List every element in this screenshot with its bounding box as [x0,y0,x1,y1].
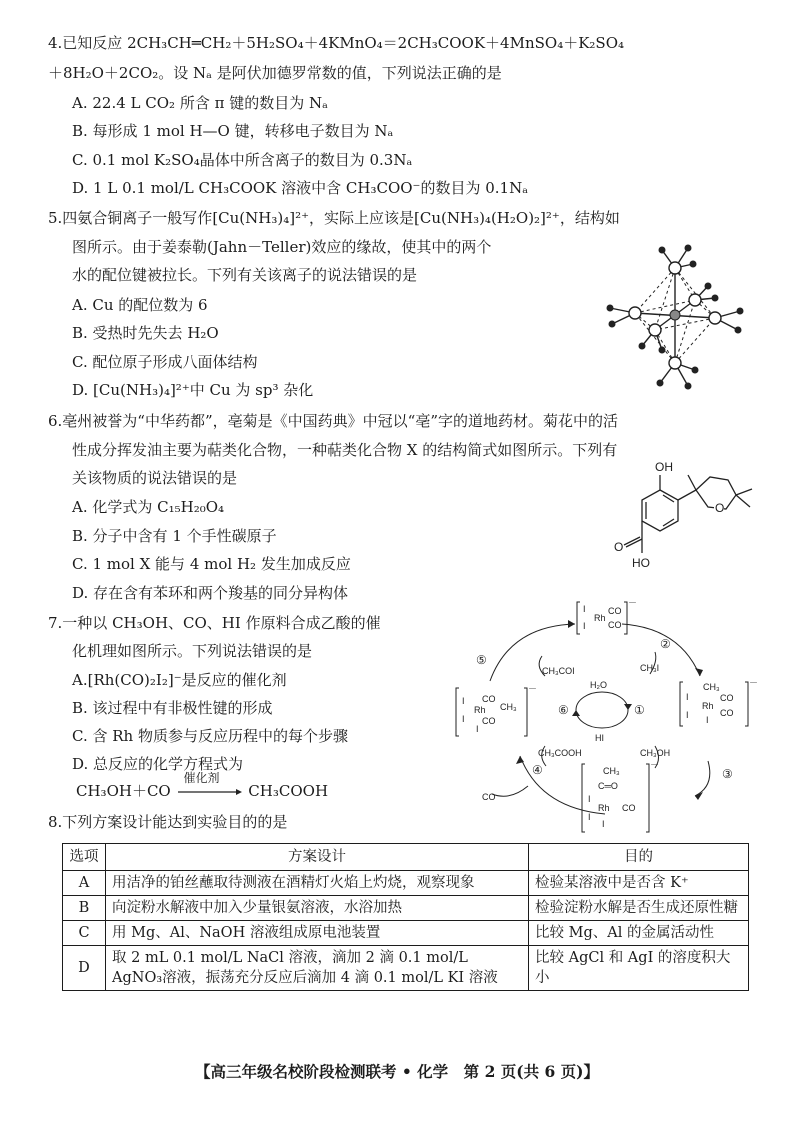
octahedral-complex-figure [590,238,760,398]
row-key: B [63,896,106,921]
table-row [63,871,749,896]
catalyst-complex-right [680,678,758,726]
table-row [63,896,749,921]
q7-option-b: B. 该过程中有非极性键的形成 [72,699,273,717]
equation-catalyst: 催化剂 [183,771,220,785]
ho-label: HO [632,556,650,570]
ch3cooh-label: CH₃COOH [538,748,582,758]
header-goal: 目的 [529,844,749,871]
q7-option-a: A.[Rh(CO)₂I₂]⁻是反应的催化剂 [72,671,287,689]
q6-option-d: D. 存在含有苯环和两个羧基的同分异构体 [72,584,349,602]
step-4-marker: ④ [532,763,543,777]
q5-option-c: C. 配位原子形成八面体结构 [72,353,258,371]
catalyst-complex-left [456,684,537,736]
svg-text:CO: CO [482,716,496,726]
row-key: D [63,946,106,991]
ch3i-label: CH₃I [640,663,660,673]
oh-label: OH [655,460,673,474]
svg-text:I: I [462,696,465,706]
row-goal: 检验某溶液中是否含 K⁺ [529,871,749,896]
row-goal: 检验淀粉水解是否生成还原性糖 [529,896,749,921]
svg-text:I: I [686,692,689,702]
catalytic-cycle-diagram [450,596,760,836]
step-2-marker: ② [660,637,671,651]
q5-option-a: A. Cu 的配位数为 6 [72,296,208,314]
row-plan: 用洁净的铂丝蘸取待测液在酒精灯火焰上灼烧，观察现象 [106,871,529,896]
q5-stem-line3: 水的配位键被拉长。下列有关该离子的说法错误的是 [72,266,418,284]
header-plan: 方案设计 [106,844,529,871]
row-plan: 取 2 mL 0.1 mol/L NaCl 溶液，滴加 2 滴 0.1 mol/L AgNO₃溶液，振荡充分反应后滴加 4 滴 0.1 mol/L KI 溶液 [106,946,529,991]
svg-text:CO: CO [720,708,734,718]
q8-stem: 8.下列方案设计能达到实验目的的是 [48,813,288,831]
svg-text:CO: CO [622,803,636,813]
step-1-marker: ① [634,703,645,717]
row-plan: 向淀粉水解液中加入少量银氨溶液，水浴加热 [106,896,529,921]
svg-text:I: I [476,724,479,734]
svg-text:Rh: Rh [702,701,714,711]
equation-arrow [176,771,244,801]
q7-stem-line1: 7.一种以 CH₃OH、CO、HI 作原料合成乙酸的催 [48,614,381,632]
q5-option-b: B. 受热时先失去 H₂O [72,324,219,342]
row-goal: 比较 Mg、Al 的金属活动性 [529,921,749,946]
svg-text:CO: CO [608,620,622,630]
svg-text:I: I [686,710,689,720]
q7-stem-line2: 化机理如图所示。下列说法错误的是 [72,642,313,660]
svg-text:Rh: Rh [474,705,486,715]
catalyst-complex-bottom [582,760,659,832]
q4-option-d: D. 1 L 0.1 mol/L CH₃COOK 溶液中含 CH₃COO⁻的数目为 0.1Nₐ [72,179,529,197]
cu-center-atom [670,310,680,320]
svg-text:－: － [749,678,759,688]
acid-oxygen-label: O [614,540,624,554]
svg-text:－: － [628,598,638,608]
q5-stem-line2: 图所示。由于姜泰勒(Jahn－Teller)效应的缘故，使其中的两个 [72,238,492,256]
svg-text:－: － [528,684,538,694]
q4-stem-line1: 4.已知反应 2CH₃CH═CH₂＋5H₂SO₄＋4KMnO₄＝2CH₃COOK＋4MnSO₄＋K₂SO₄ [48,34,625,52]
compound-x-structure [600,455,770,580]
svg-text:C═O: C═O [598,781,618,791]
svg-text:I: I [588,812,591,822]
q6-option-a: A. 化学式为 C₁₅H₂₀O₄ [72,498,225,516]
q6-option-b: B. 分子中含有 1 个手性碳原子 [72,527,277,545]
svg-text:I: I [583,604,586,614]
svg-text:I: I [588,794,591,804]
table-row [63,921,749,946]
svg-text:CH₃: CH₃ [603,766,620,776]
svg-text:I: I [583,621,586,631]
row-key: A [63,871,106,896]
q7-option-d: D. 总反应的化学方程式为 [72,755,244,773]
q6-stem-line1: 6.亳州被誉为“中华药都”，亳菊是《中国药典》中冠以“亳”字的道地药材。菊花中的活 [48,412,618,430]
q7-option-c: C. 含 Rh 物质参与反应历程中的每个步骤 [72,727,348,745]
q4-option-a: A. 22.4 L CO₂ 所含 π 键的数目为 Nₐ [72,94,328,112]
catalyst-complex-top [577,598,637,634]
q8-options-table [62,843,749,991]
svg-text:Rh: Rh [598,803,610,813]
svg-text:I: I [462,714,465,724]
svg-text:CO: CO [720,693,734,703]
q6-stem-line3: 关该物质的说法错误的是 [72,469,238,487]
q6-option-c: C. 1 mol X 能与 4 mol H₂ 发生加成反应 [72,555,351,573]
q7-overall-equation [76,771,376,805]
ring-oxygen-label: O [715,501,725,515]
table-row [63,946,749,991]
ch3coi-label: CH₃COI [542,666,575,676]
table-header-row [63,844,749,871]
q4-stem-line2: ＋8H₂O＋2CO₂。设 Nₐ 是阿伏加德罗常数的值，下列说法正确的是 [48,64,502,82]
svg-text:－: － [650,760,660,770]
step-6-marker: ⑥ [558,703,569,717]
svg-text:I: I [602,819,605,829]
equation-reactants: CH₃OH＋CO [76,782,171,800]
q4-option-b: B. 每形成 1 mol H—O 键，转移电子数目为 Nₐ [72,122,394,140]
q4-option-c: C. 0.1 mol K₂SO₄晶体中所含离子的数目为 0.3Nₐ [72,151,413,169]
step-3-marker: ③ [722,767,733,781]
h2o-label: H₂O [590,680,607,690]
svg-text:CH₃: CH₃ [703,682,720,692]
row-key: C [63,921,106,946]
q5-stem-line1: 5.四氨合铜离子一般写作[Cu(NH₃)₄]²⁺，实际上应该是[Cu(NH₃)₄(H₂O)₂]²⁺，结构如 [48,209,620,227]
q6-stem-line2: 性成分挥发油主要为萜类化合物，一种萜类化合物 X 的结构简式如图所示。下列有 [72,441,618,459]
ch3oh-label: CH₃OH [640,748,671,758]
equation-product: CH₃COOH [248,782,329,800]
svg-text:CO: CO [608,606,622,616]
q5-option-d: D. [Cu(NH₃)₄]²⁺中 Cu 为 sp³ 杂化 [72,381,314,399]
svg-text:CH₃: CH₃ [500,702,517,712]
hi-label: HI [595,733,604,743]
svg-text:Rh: Rh [594,613,606,623]
svg-text:CO: CO [482,694,496,704]
row-goal: 比较 AgCl 和 AgI 的溶度积大小 [529,946,749,991]
step-5-marker: ⑤ [476,653,487,667]
page-footer: 【高三年级名校阶段检测联考 • 化学 第 2 页(共 6 页)】 [194,1062,600,1081]
svg-text:I: I [706,715,709,725]
header-option: 选项 [63,844,106,871]
co-feed-label: CO [482,792,496,802]
row-plan: 用 Mg、Al、NaOH 溶液组成原电池装置 [106,921,529,946]
